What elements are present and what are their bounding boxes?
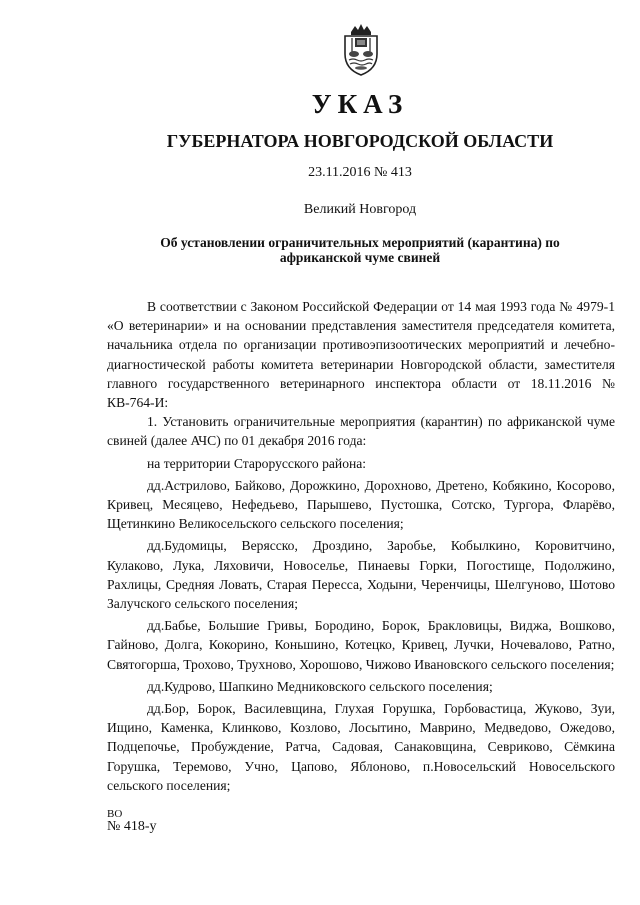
paragraph-velikoselskoe: дд.Астрилово, Байково, Дорожкино, Дорохново, Дретено, Кобякино, Косорово, Кривец, Месяцево, Нефедьево, Парышево, Пустошка, Сотско, Тургора, Фларёво, Щетинкино Великосельского сельского поселения; xyxy=(107,477,615,532)
executor-initials: ВО xyxy=(107,808,123,820)
paragraph-novoselskoe: дд.Бор, Борок, Василевщина, Глухая Горушка, Горбовастица, Жуково, Зуи, Ищино, Каменка, Клинково, Козлово, Лосытино, Маврино, Медведово, Ожедово, Подцепочье, Пробуждение, Ратча, Садовая, Санаковщина, Севриково, Сёмкина Горушка, Теремово, Учно, Цапово, Яблоново, п.Новосельский Новосельского сельского поселения; xyxy=(107,701,615,793)
issuer-title: ГУБЕРНАТОРА НОВГОРОДСКОЙ ОБЛАСТИ xyxy=(166,131,554,151)
document-type-title: УКАЗ xyxy=(311,89,409,119)
paragraph-ivanovskoe: дд.Бабье, Большие Гривы, Бородино, Борок, Бракловицы, Виджа, Вошково, Гайново, Долга, Кокорино, Коньшино, Котецко, Кривец, Лучки, Ночевалово, Ратно, Святогорша, Трохово, Трухново, Хорошово, Чижово Ивановского сельского поселения; xyxy=(107,618,615,672)
paragraph-preamble: В соответствии с Законом Российской Федерации от 14 мая 1993 года № 4979-1 «О ветеринарии» и на основании представления заместителя председателя комитета, начальника отдела по организации противоэпизоотических мероприятий и лечебно-диагностической работы комитета ветеринарии Новгородской области, заместителя главного государственного ветеринарного инспектора области от 18.11.2016 № КВ-764-И: xyxy=(107,299,615,411)
paragraph-district: на территории Старорусского района: xyxy=(147,455,367,471)
document-body xyxy=(107,297,615,795)
footer-registration xyxy=(107,808,157,833)
document-subject: Об установлении ограничительных мероприятий (карантина) по африканской чуме свиней xyxy=(160,235,560,265)
registration-number: № 418-у xyxy=(107,819,157,834)
paragraph-item-1: 1. Установить ограничительные мероприятия (карантин) по африканской чуме свиней (далее АЧС) по 01 декабря 2016 года: xyxy=(107,414,615,449)
novgorod-coat-of-arms-icon xyxy=(341,24,381,76)
date-and-number: 23.11.2016 № 413 xyxy=(308,165,412,180)
paragraph-zaluchskoe: дд.Будомицы, Верясско, Дроздино, Заробье, Кобылкино, Коровитчино, Кулаково, Лука, Ляховичи, Новоселье, Пинаевы Горки, Погостище, Подолжино, Рахлицы, Средняя Ловать, Старая Пересса, Ходыни, Черенчицы, Шелгуново, Шотово Залучского сельского поселения; xyxy=(107,538,615,612)
city-name: Великий Новгород xyxy=(303,202,417,217)
paragraph-mednikovskoe: дд.Кудрово, Шапкино Медниковского сельского поселения; xyxy=(147,678,493,694)
